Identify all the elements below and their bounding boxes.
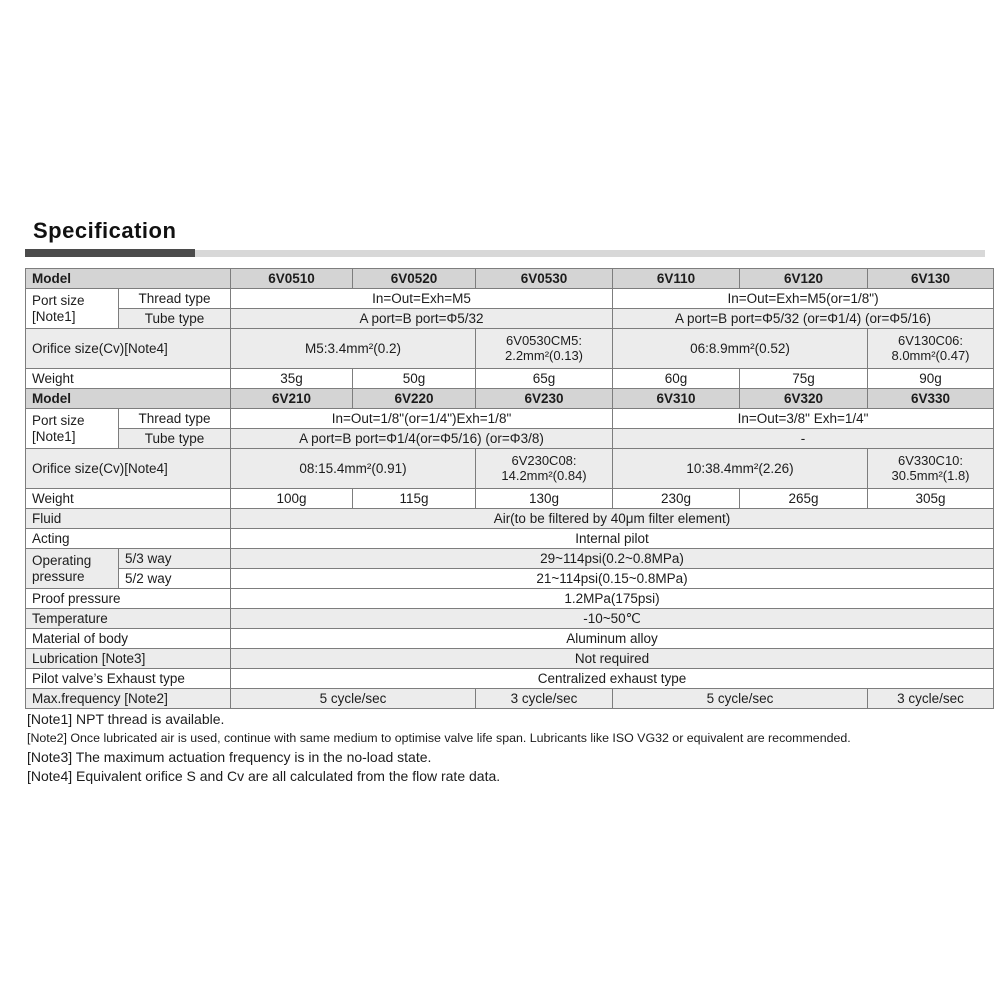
max-frequency-value: 5 cycle/sec bbox=[231, 689, 476, 709]
footnote-2: [Note2] Once lubricated air is used, continue with same medium to optimise valve life span. Lubricants like ISO VG32 or equivalent are recommended. bbox=[27, 731, 851, 745]
temperature-value: -10~50℃ bbox=[231, 609, 994, 629]
orifice-row-2 bbox=[26, 449, 994, 489]
max-frequency-label: Max.frequency [Note2] bbox=[26, 689, 231, 709]
way-52-label: 5/2 way bbox=[119, 569, 231, 589]
orifice-value: 08:15.4mm²(0.91) bbox=[231, 449, 476, 489]
title-underline-dark bbox=[25, 249, 195, 257]
lubrication-value: Not required bbox=[231, 649, 994, 669]
weight-cell: 305g bbox=[868, 489, 994, 509]
orifice-value: M5:3.4mm²(0.2) bbox=[231, 329, 476, 369]
fluid-row bbox=[26, 509, 994, 529]
temperature-row bbox=[26, 609, 994, 629]
acting-value: Internal pilot bbox=[231, 529, 994, 549]
fluid-label: Fluid bbox=[26, 509, 231, 529]
tube-type-row-2 bbox=[26, 429, 994, 449]
footnote-3: [Note3] The maximum actuation frequency is in the no-load state. bbox=[27, 749, 432, 765]
model-label: Model bbox=[26, 269, 231, 289]
thread-value-left: In=Out=Exh=M5 bbox=[231, 289, 613, 309]
proof-pressure-value: 1.2MPa(175psi) bbox=[231, 589, 994, 609]
model-cell: 6V110 bbox=[613, 269, 740, 289]
orifice-value: 10:38.4mm²(2.26) bbox=[613, 449, 868, 489]
pressure-53-row bbox=[26, 549, 994, 569]
acting-label: Acting bbox=[26, 529, 231, 549]
orifice-value: 6V330C10: 30.5mm²(1.8) bbox=[868, 449, 994, 489]
model-cell: 6V0520 bbox=[353, 269, 476, 289]
model-cell: 6V230 bbox=[476, 389, 613, 409]
weight-row-2 bbox=[26, 489, 994, 509]
orifice-label: Orifice size(Cv)[Note4] bbox=[26, 449, 231, 489]
orifice-value: 6V0530CM5: 2.2mm²(0.13) bbox=[476, 329, 613, 369]
weight-label: Weight bbox=[26, 369, 231, 389]
orifice-value: 06:8.9mm²(0.52) bbox=[613, 329, 868, 369]
thread-value-left: In=Out=1/8"(or=1/4")Exh=1/8" bbox=[231, 409, 613, 429]
title-underline bbox=[25, 249, 985, 257]
weight-cell: 50g bbox=[353, 369, 476, 389]
weight-cell: 115g bbox=[353, 489, 476, 509]
fluid-value: Air(to be filtered by 40μm filter element) bbox=[231, 509, 994, 529]
orifice-row-1 bbox=[26, 329, 994, 369]
weight-label: Weight bbox=[26, 489, 231, 509]
model-cell: 6V120 bbox=[740, 269, 868, 289]
weight-cell: 65g bbox=[476, 369, 613, 389]
tube-type-label: Tube type bbox=[119, 309, 231, 329]
pressure-52-row bbox=[26, 569, 994, 589]
weight-cell: 265g bbox=[740, 489, 868, 509]
orifice-value: 6V230C08: 14.2mm²(0.84) bbox=[476, 449, 613, 489]
model-row-1 bbox=[26, 269, 994, 289]
port-size-label: Port size [Note1] bbox=[26, 289, 119, 329]
weight-cell: 230g bbox=[613, 489, 740, 509]
max-frequency-row bbox=[26, 689, 994, 709]
max-frequency-value: 3 cycle/sec bbox=[868, 689, 994, 709]
material-row bbox=[26, 629, 994, 649]
port-size-label: Port size [Note1] bbox=[26, 409, 119, 449]
page-title: Specification bbox=[33, 218, 177, 243]
weight-cell: 130g bbox=[476, 489, 613, 509]
model-cell: 6V320 bbox=[740, 389, 868, 409]
orifice-label: Orifice size(Cv)[Note4] bbox=[26, 329, 231, 369]
model-cell: 6V0530 bbox=[476, 269, 613, 289]
pressure-52-value: 21~114psi(0.15~0.8MPa) bbox=[231, 569, 994, 589]
proof-pressure-label: Proof pressure bbox=[26, 589, 231, 609]
model-cell: 6V330 bbox=[868, 389, 994, 409]
weight-cell: 60g bbox=[613, 369, 740, 389]
model-row-2 bbox=[26, 389, 994, 409]
operating-pressure-label: Operating pressure bbox=[26, 549, 119, 589]
model-cell: 6V210 bbox=[231, 389, 353, 409]
thread-type-row-1 bbox=[26, 289, 994, 309]
thread-value-right: In=Out=Exh=M5(or=1/8") bbox=[613, 289, 994, 309]
footnotes bbox=[27, 710, 993, 786]
weight-cell: 90g bbox=[868, 369, 994, 389]
max-frequency-value: 3 cycle/sec bbox=[476, 689, 613, 709]
orifice-value: 6V130C06: 8.0mm²(0.47) bbox=[868, 329, 994, 369]
pilot-exhaust-label: Pilot valve’s Exhaust type bbox=[26, 669, 231, 689]
tube-value-right: - bbox=[613, 429, 994, 449]
material-value: Aluminum alloy bbox=[231, 629, 994, 649]
model-cell: 6V130 bbox=[868, 269, 994, 289]
thread-type-label: Thread type bbox=[119, 289, 231, 309]
material-label: Material of body bbox=[26, 629, 231, 649]
thread-value-right: In=Out=3/8" Exh=1/4" bbox=[613, 409, 994, 429]
temperature-label: Temperature bbox=[26, 609, 231, 629]
tube-value-right: A port=B port=Φ5/32 (or=Φ1/4) (or=Φ5/16) bbox=[613, 309, 994, 329]
model-cell: 6V220 bbox=[353, 389, 476, 409]
weight-cell: 35g bbox=[231, 369, 353, 389]
thread-type-row-2 bbox=[26, 409, 994, 429]
tube-type-label: Tube type bbox=[119, 429, 231, 449]
model-cell: 6V0510 bbox=[231, 269, 353, 289]
acting-row bbox=[26, 529, 994, 549]
lubrication-label: Lubrication [Note3] bbox=[26, 649, 231, 669]
model-label: Model bbox=[26, 389, 231, 409]
lubrication-row bbox=[26, 649, 994, 669]
pilot-exhaust-value: Centralized exhaust type bbox=[231, 669, 994, 689]
footnote-1: [Note1] NPT thread is available. bbox=[27, 711, 225, 727]
weight-row-1 bbox=[26, 369, 994, 389]
model-cell: 6V310 bbox=[613, 389, 740, 409]
way-53-label: 5/3 way bbox=[119, 549, 231, 569]
weight-cell: 100g bbox=[231, 489, 353, 509]
max-frequency-value: 5 cycle/sec bbox=[613, 689, 868, 709]
tube-type-row-1 bbox=[26, 309, 994, 329]
spec-table bbox=[25, 268, 994, 709]
pilot-exhaust-row bbox=[26, 669, 994, 689]
footnote-4: [Note4] Equivalent orifice S and Cv are all calculated from the flow rate data. bbox=[27, 768, 501, 784]
thread-type-label: Thread type bbox=[119, 409, 231, 429]
tube-value-left: A port=B port=Φ5/32 bbox=[231, 309, 613, 329]
title-underline-light bbox=[195, 250, 985, 257]
pressure-53-value: 29~114psi(0.2~0.8MPa) bbox=[231, 549, 994, 569]
proof-pressure-row bbox=[26, 589, 994, 609]
tube-value-left: A port=B port=Φ1/4(or=Φ5/16) (or=Φ3/8) bbox=[231, 429, 613, 449]
weight-cell: 75g bbox=[740, 369, 868, 389]
